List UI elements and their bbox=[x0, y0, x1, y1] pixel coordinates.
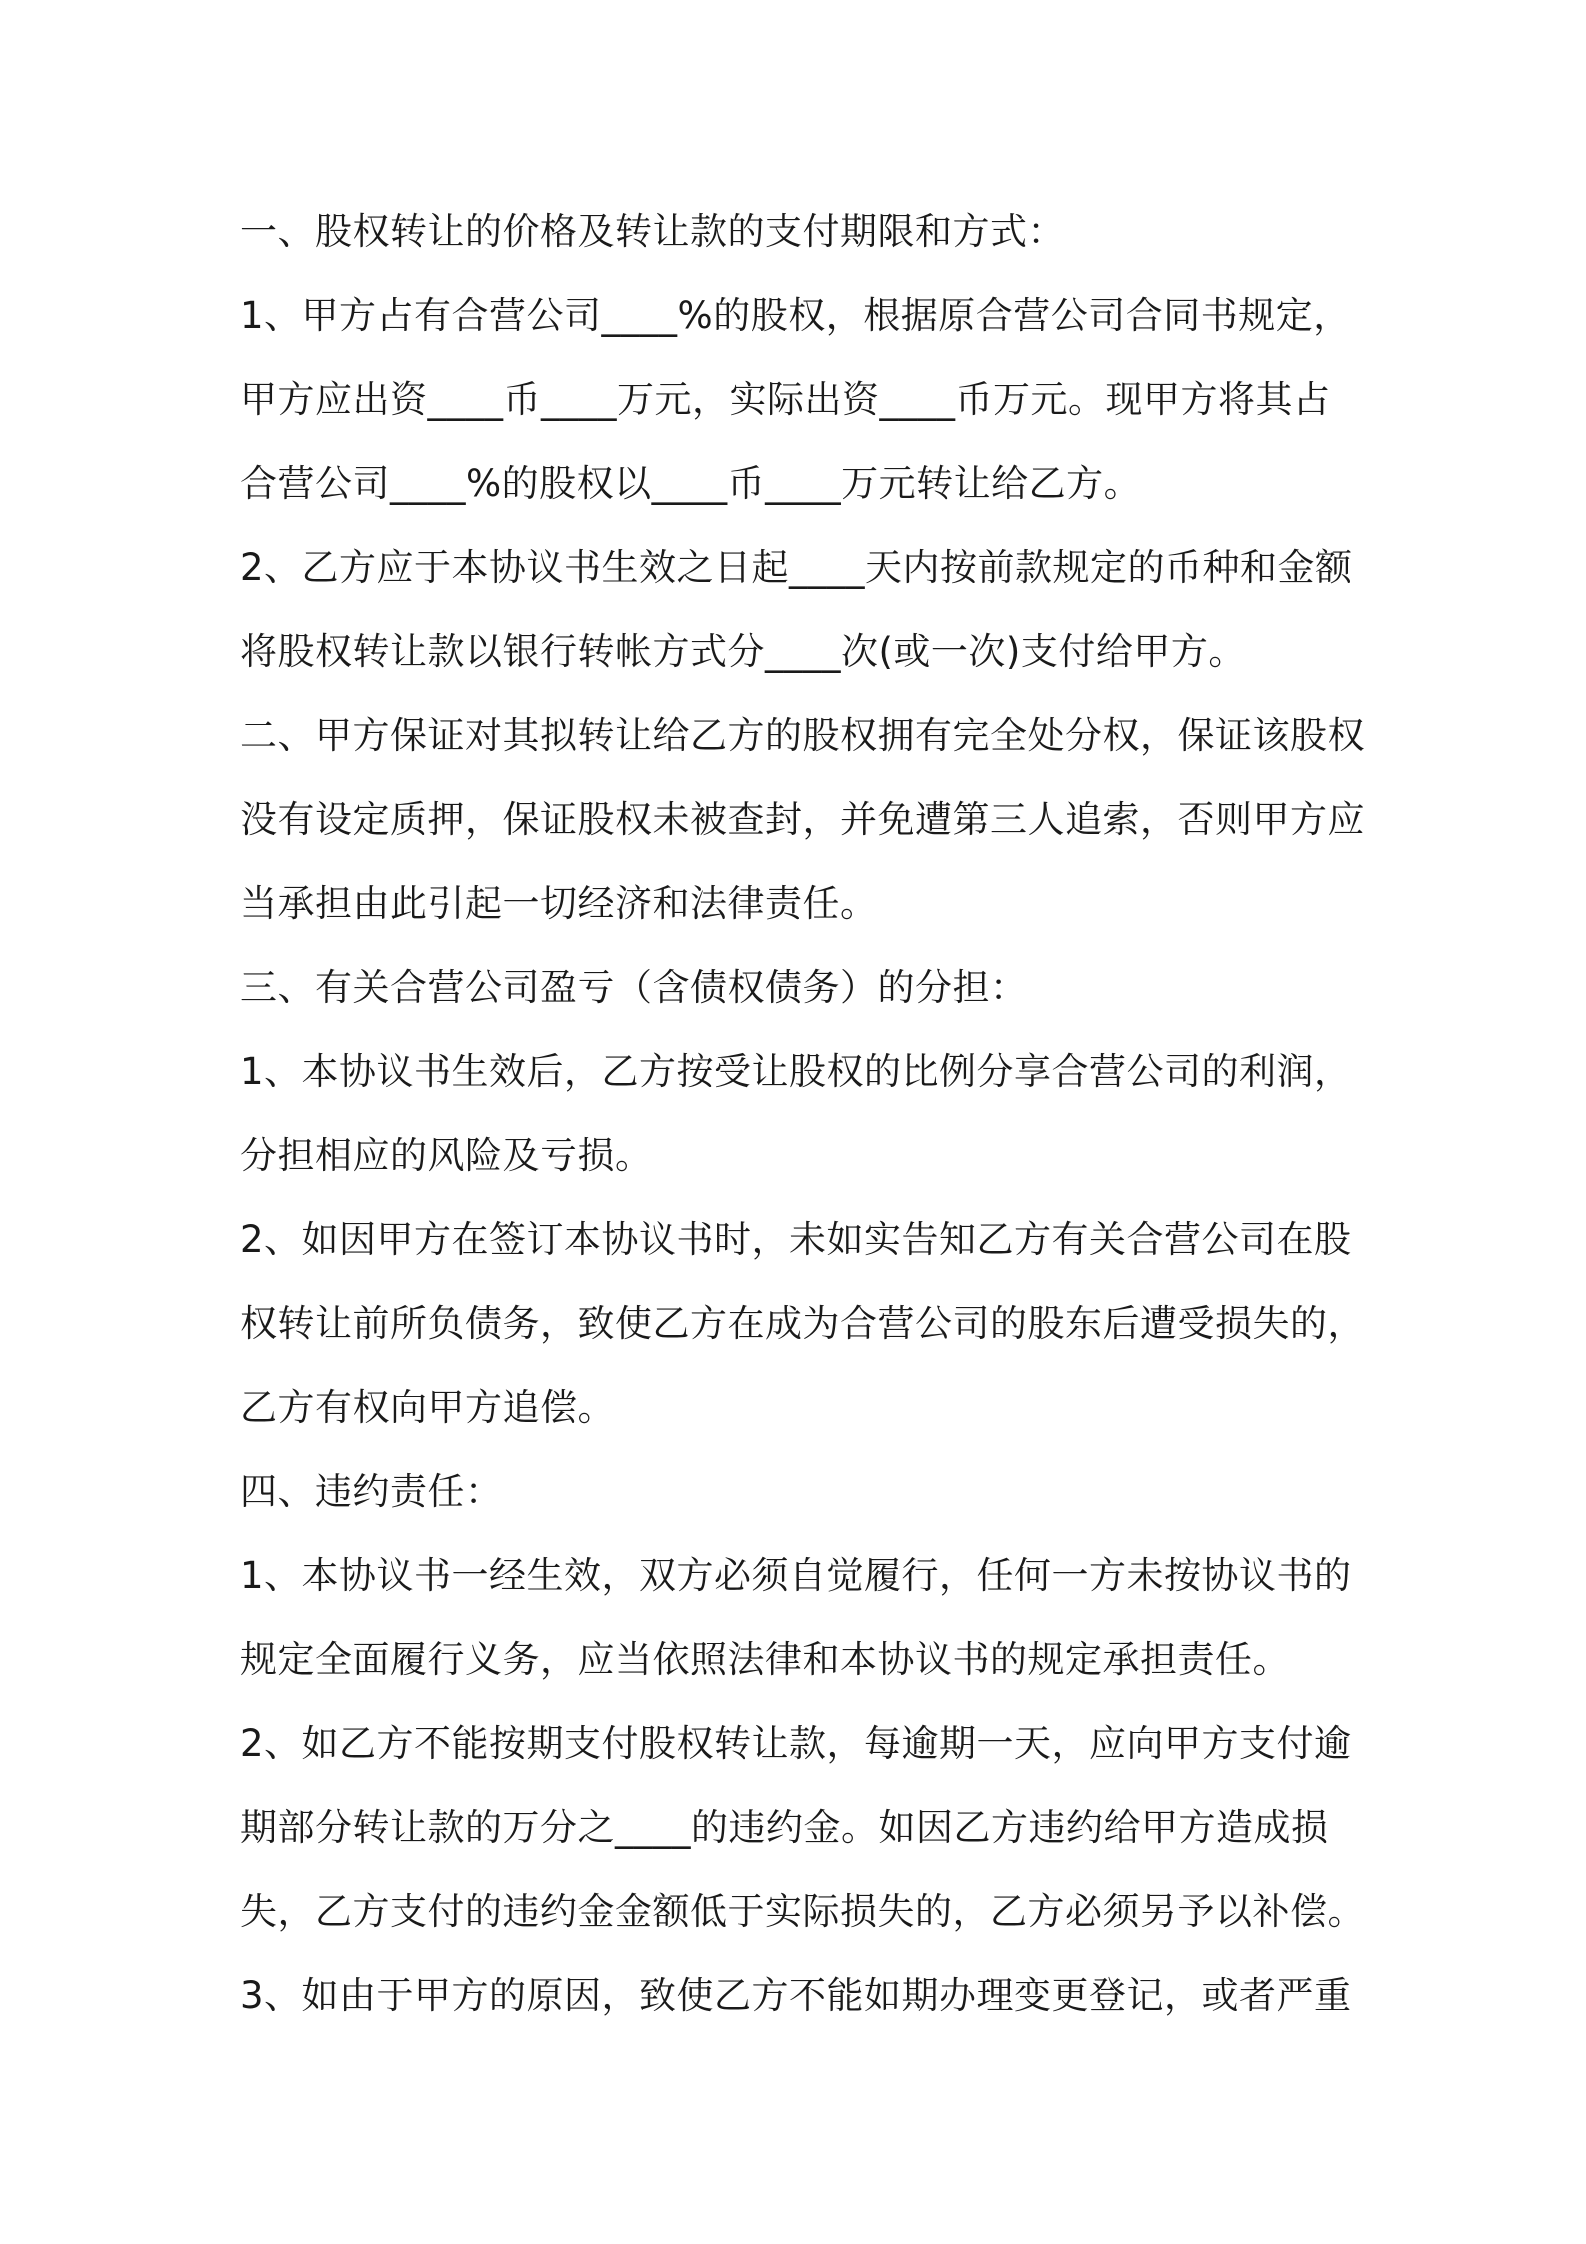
text-line: 1、本协议书一经生效，双方必须自觉履行，任何一方未按协议书的 bbox=[240, 1554, 1352, 1597]
text-line: 2、如因甲方在签订本协议书时，未如实告知乙方有关合营公司在股 bbox=[240, 1218, 1352, 1261]
text-line: 3、如由于甲方的原因，致使乙方不能如期办理变更登记，或者严重 bbox=[240, 1974, 1352, 2017]
clause-4-2 bbox=[240, 1702, 1391, 1954]
section-heading-profit-loss bbox=[240, 946, 1391, 1030]
text-line: 将股权转让款以银行转帐方式分____次(或一次)支付给甲方。 bbox=[240, 630, 1246, 673]
text-line: 1、本协议书生效后，乙方按受让股权的比例分享合营公司的利润， bbox=[240, 1050, 1352, 1093]
text-line: 当承担由此引起一切经济和法律责任。 bbox=[240, 882, 878, 925]
text-line: 期部分转让款的万分之____的违约金。如因乙方违约给甲方造成损 bbox=[240, 1806, 1329, 1849]
section-guarantee bbox=[240, 694, 1391, 946]
text-line: 没有设定质押，保证股权未被查封，并免遭第三人追索，否则甲方应 bbox=[240, 798, 1365, 841]
clause-3-2 bbox=[240, 1198, 1391, 1450]
text-line: 2、如乙方不能按期支付股权转让款，每逾期一天，应向甲方支付逾 bbox=[240, 1722, 1352, 1765]
text-line: 乙方有权向甲方追偿。 bbox=[240, 1386, 615, 1429]
text-line: 四、违约责任： bbox=[240, 1470, 503, 1513]
text-line: 1、甲方占有合营公司____%的股权，根据原合营公司合同书规定， bbox=[240, 294, 1351, 337]
clause-1-2 bbox=[240, 526, 1391, 694]
clause-3-1 bbox=[240, 1030, 1391, 1198]
text-line: 二、甲方保证对其拟转让给乙方的股权拥有完全处分权，保证该股权 bbox=[240, 714, 1365, 757]
section-heading-liability bbox=[240, 1450, 1391, 1534]
text-line: 分担相应的风险及亏损。 bbox=[240, 1134, 653, 1177]
text-line: 失，乙方支付的违约金金额低于实际损失的，乙方必须另予以补偿。 bbox=[240, 1890, 1365, 1933]
clause-1-1 bbox=[240, 274, 1391, 526]
clause-4-1 bbox=[240, 1534, 1391, 1702]
document-body bbox=[240, 190, 1391, 2038]
section-heading-price-payment bbox=[240, 190, 1391, 274]
text-line: 规定全面履行义务，应当依照法律和本协议书的规定承担责任。 bbox=[240, 1638, 1290, 1681]
text-line: 权转让前所负债务，致使乙方在成为合营公司的股东后遭受损失的， bbox=[240, 1302, 1365, 1345]
text-line: 三、有关合营公司盈亏（含债权债务）的分担： bbox=[240, 966, 1028, 1009]
text-line: 甲方应出资____币____万元，实际出资____币万元。现甲方将其占 bbox=[240, 378, 1331, 421]
text-line: 一、股权转让的价格及转让款的支付期限和方式： bbox=[240, 210, 1065, 253]
text-line: 2、乙方应于本协议书生效之日起____天内按前款规定的币种和金额 bbox=[240, 546, 1353, 589]
clause-4-3 bbox=[240, 1954, 1391, 2038]
text-line: 合营公司____%的股权以____币____万元转让给乙方。 bbox=[240, 462, 1142, 505]
